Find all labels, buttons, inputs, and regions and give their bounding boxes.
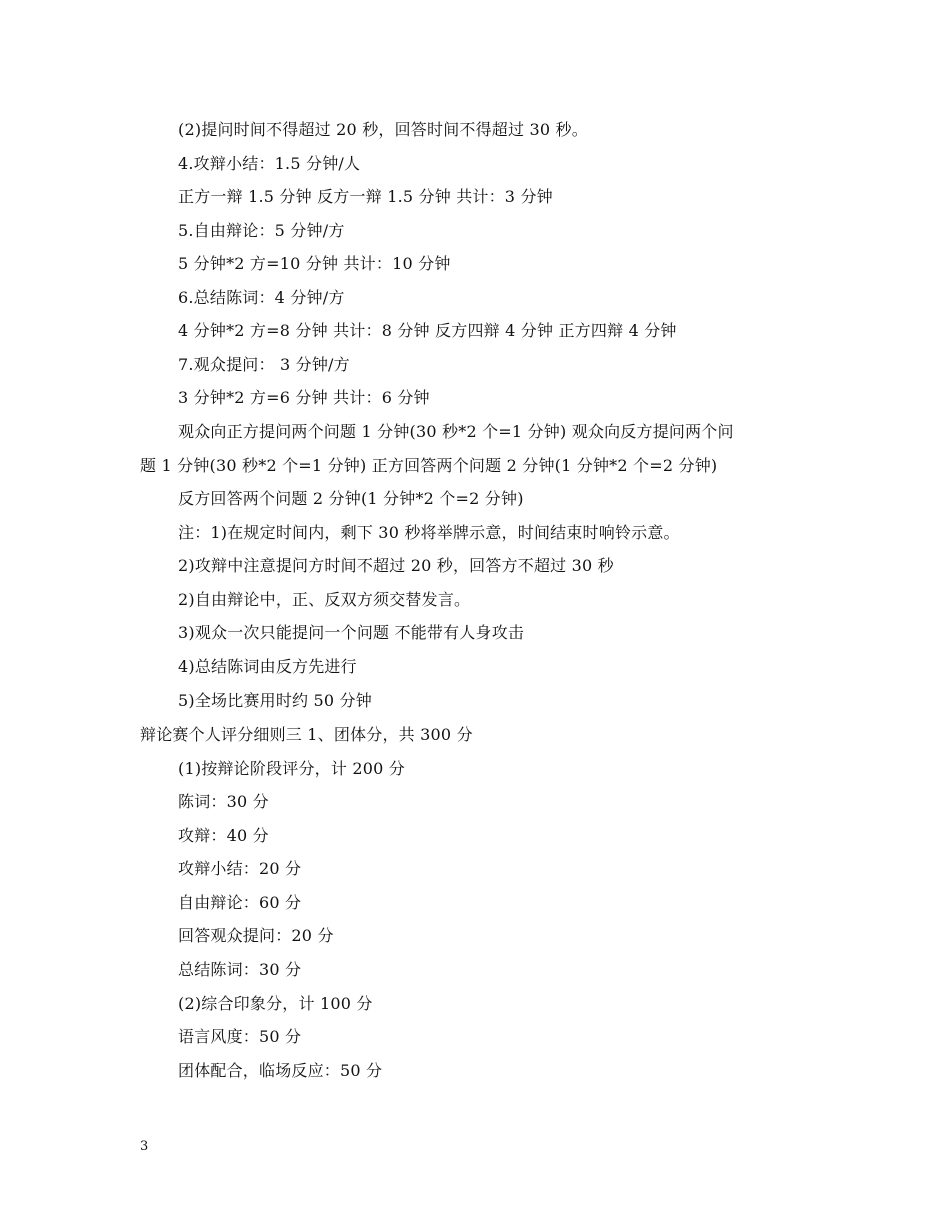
text-line: 4.攻辩小结：1.5 分钟/人 — [178, 154, 361, 173]
text-line: 语言风度：50 分 — [178, 1027, 302, 1046]
text-line: (2)提问时间不得超过 20 秒，回答时间不得超过 30 秒。 — [178, 120, 588, 139]
text-line: 正方一辩 1.5 分钟 反方一辩 1.5 分钟 共计：3 分钟 — [178, 187, 553, 206]
text-line: 2)自由辩论中，正、反双方须交替发言。 — [178, 590, 471, 609]
text-line: (2)综合印象分，计 100 分 — [178, 994, 373, 1013]
text-line: 反方回答两个问题 2 分钟(1 分钟*2 个=2 分钟) — [178, 489, 524, 508]
page-number: 3 — [140, 1139, 149, 1154]
text-line: 团体配合，临场反应：50 分 — [178, 1061, 383, 1080]
text-line: 回答观众提问：20 分 — [178, 926, 334, 945]
text-line: 总结陈词：30 分 — [178, 960, 302, 979]
text-line: 5.自由辩论：5 分钟/方 — [178, 221, 345, 240]
text-line: 陈词：30 分 — [178, 792, 269, 811]
text-line: 5 分钟*2 方=10 分钟 共计：10 分钟 — [178, 254, 451, 273]
text-line: (1)按辩论阶段评分，计 200 分 — [178, 759, 405, 778]
text-line: 2)攻辩中注意提问方时间不超过 20 秒，回答方不超过 30 秒 — [178, 556, 614, 575]
text-line: 4 分钟*2 方=8 分钟 共计：8 分钟 反方四辩 4 分钟 正方四辩 4 分钟 — [178, 321, 677, 340]
text-line: 3)观众一次只能提问一个问题 不能带有人身攻击 — [178, 623, 525, 642]
text-line: 观众向正方提问两个问题 1 分钟(30 秒*2 个=1 分钟) 观众向反方提问两个问 — [178, 422, 734, 441]
text-line: 攻辩小结：20 分 — [178, 859, 302, 878]
text-line: 题 1 分钟(30 秒*2 个=1 分钟) 正方回答两个问题 2 分钟(1 分钟*2 个=2 分钟) — [140, 456, 718, 475]
text-line: 3 分钟*2 方=6 分钟 共计：6 分钟 — [178, 388, 430, 407]
text-line: 7.观众提问： 3 分钟/方 — [178, 355, 350, 374]
text-line: 6.总结陈词：4 分钟/方 — [178, 288, 345, 307]
text-line: 自由辩论：60 分 — [178, 893, 302, 912]
text-line: 攻辩：40 分 — [178, 826, 269, 845]
text-line: 注：1)在规定时间内，剩下 30 秒将举牌示意，时间结束时响铃示意。 — [178, 523, 680, 542]
text-line: 辩论赛个人评分细则三 1、团体分，共 300 分 — [140, 725, 473, 744]
text-line: 5)全场比赛用时约 50 分钟 — [178, 691, 372, 710]
text-line: 4)总结陈词由反方先进行 — [178, 657, 357, 676]
